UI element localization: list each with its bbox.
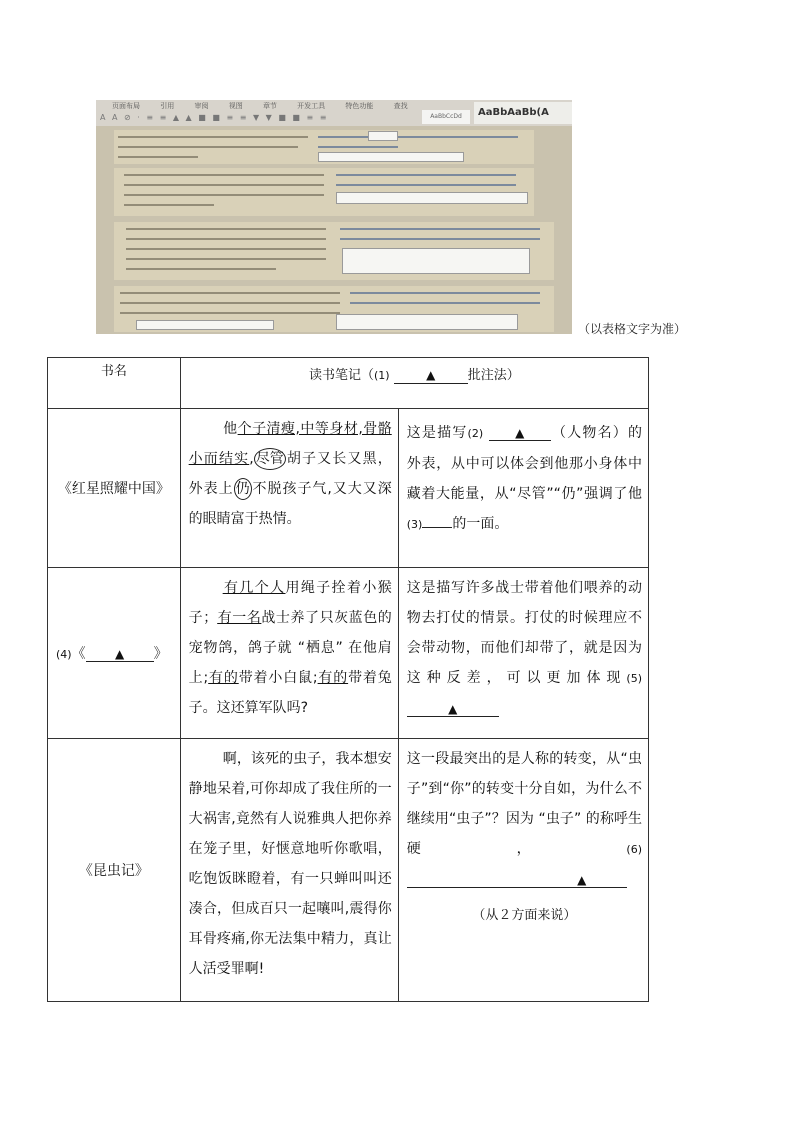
- table-row: [48, 409, 649, 568]
- photo-annotation-line: [336, 184, 516, 186]
- underlined-phrase: 有一名: [217, 610, 262, 626]
- book-title: 《昆虫记》: [48, 739, 181, 1002]
- underlined-phrase: 有的: [317, 670, 349, 686]
- blank-2[interactable]: [489, 426, 551, 441]
- photo-text-line: [118, 146, 298, 148]
- blank-5[interactable]: [407, 702, 499, 717]
- photo-text-line: [120, 312, 340, 314]
- book-title: 《红星照耀中国》: [48, 409, 181, 568]
- annotation-text: 这是描写(2) ▲ （人物名）的外表，从中可以体会到他那小身体中藏着大能量，从“尽管”“仍”强调了他(3) 的一面。: [398, 409, 648, 568]
- photo-text-line: [124, 184, 324, 186]
- photo-text-line: [126, 238, 326, 240]
- header-book: 书名: [48, 358, 181, 409]
- ribbon-style-normal: AaBbCcDd: [422, 110, 470, 124]
- photo-annotation-line: [318, 146, 398, 148]
- blank-6[interactable]: [407, 873, 627, 888]
- reading-notes-table: [47, 357, 649, 1002]
- photo-blank-box: [318, 152, 464, 162]
- underlined-phrase: 个子清瘦,中等身材,骨骼小而结实: [188, 421, 392, 467]
- triangle-icon: ▲: [426, 368, 436, 382]
- triangle-icon: ▲: [114, 647, 125, 661]
- excerpt-text: 啊，该死的虫子，我本想安静地呆着,可你却成了我住所的一大祸害,竟然有人说雅典人把你养在笼子里，好惬意地听你歌唱，吃饱饭眯瞪着，有一只蝉叫叫还凑合，但成百只一起嚷叫,震得你耳骨疼痛,你无法集中精力，真让人活受罪啊!: [180, 739, 398, 1002]
- triangle-icon: ▲: [515, 426, 525, 440]
- book-title-blank: (4)《 ▲ 》: [48, 568, 181, 739]
- photo-blank-box: [136, 320, 274, 330]
- photo-annotation-line: [340, 238, 540, 240]
- photo-annotation-line: [336, 174, 516, 176]
- photo-annotation-line: [350, 292, 540, 294]
- photo-blank-box: [336, 192, 528, 204]
- table-header-row: [48, 358, 649, 409]
- photo-text-line: [126, 248, 326, 250]
- table-row: [48, 568, 649, 739]
- circled-word: 尽管: [254, 448, 286, 470]
- photo-text-line: [120, 302, 340, 304]
- header-notes: 读书笔记（(1) ▲ 批注法）: [180, 358, 648, 409]
- photo-text-line: [126, 258, 326, 260]
- blank-4[interactable]: [86, 647, 154, 662]
- photo-caption: （以表格文字为准）: [578, 322, 687, 336]
- underlined-phrase: 有几个人: [222, 580, 286, 596]
- photo-text-line: [120, 292, 340, 294]
- word-ribbon: [96, 100, 572, 126]
- annotation-text: 这是描写许多战士带着他们喂养的动物去打仗的情景。打仗的时候理应不会带动物，而他们却带了，就是因为这种反差，可以更加体现(5)▲: [398, 568, 648, 739]
- photo-blank-box: [368, 131, 398, 141]
- photo-blank-box: [342, 248, 530, 274]
- ribbon-menu: 页面布局 引用 审阅 视图 章节 开发工具 特色功能 查找: [112, 102, 408, 110]
- ribbon-tools: A A ⊘ · ≡ ≡ ▲ ▲ ■ ■ ≡ ≡ ▼ ▼ ■ ■ ≡ ≡: [100, 113, 329, 122]
- photo-annotation-line: [350, 302, 540, 304]
- excerpt-text: 他个子清瘦,中等身材,骨骼小而结实, 尽管 胡子又长又黑，外表上 仍 不脱孩子气,又大又深的眼睛富于热情。: [180, 409, 398, 568]
- blank-1[interactable]: [394, 368, 468, 384]
- underlined-phrase: 有的: [208, 670, 239, 686]
- excerpt-text: 有几个人用绳子拴着小猴子；有一名战士养了只灰蓝色的宠物鸽，鸽子就 “栖息” 在他肩上;有的带着小白鼠;有的带着兔子。这还算军队吗?: [180, 568, 398, 739]
- photo-text-line: [118, 156, 198, 158]
- annotation-text: 这一段最突出的是人称的转变，从“虫子”到“你”的转变十分自如，为什么不继续用“虫子”？因为 “虫子” 的称呼生硬，(6)▲ （从２方面来说）: [398, 739, 648, 1002]
- photo-text-line: [124, 174, 324, 176]
- blank-3[interactable]: [422, 527, 452, 528]
- photo-text-line: [124, 194, 324, 196]
- photo-annotation-line: [318, 136, 518, 138]
- photo-text-line: [126, 228, 326, 230]
- ribbon-style-gallery: AaBbAaBb(A: [474, 102, 572, 124]
- triangle-icon: ▲: [577, 873, 587, 887]
- photo-text-line: [126, 268, 276, 270]
- triangle-icon: ▲: [448, 702, 458, 716]
- photo-text-line: [124, 204, 214, 206]
- notes-photo: [96, 100, 572, 334]
- photo-blank-box: [336, 314, 518, 330]
- photo-annotation-line: [340, 228, 540, 230]
- answer-hint: （从２方面来说）: [472, 908, 577, 923]
- table-row: [48, 739, 649, 1002]
- photo-text-line: [118, 136, 308, 138]
- circled-word: 仍: [234, 478, 252, 500]
